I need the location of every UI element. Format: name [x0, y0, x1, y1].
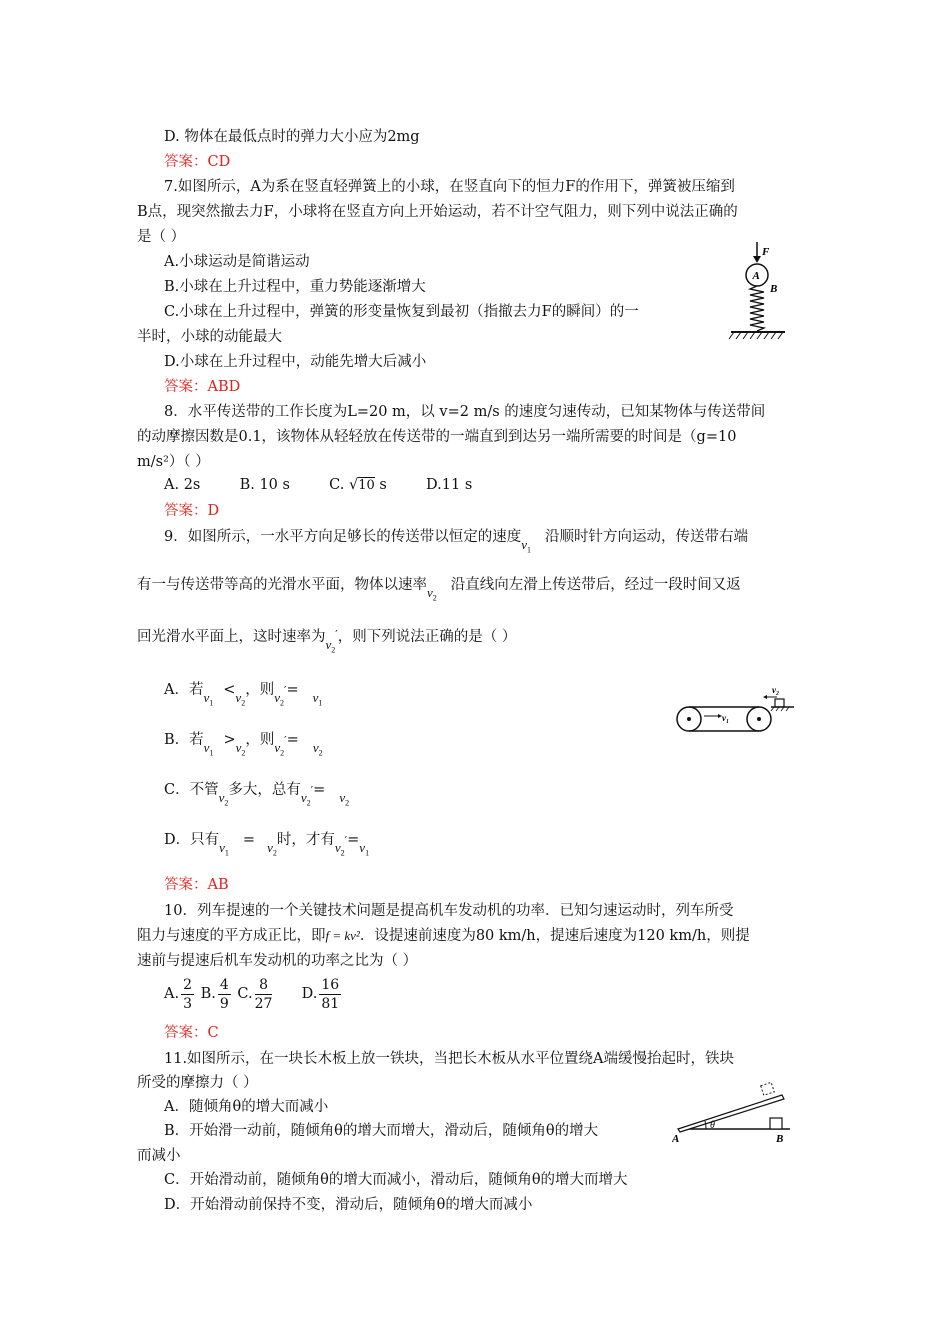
v2-symbol: $v_2$ — [235, 740, 246, 758]
v1-figure-label: v₁ — [722, 713, 730, 723]
sqrt-radicand: 10 — [358, 478, 375, 493]
q9-b-text: ，则 — [245, 732, 275, 748]
numerator: 8 — [255, 976, 273, 995]
q8-options — [164, 475, 472, 496]
q9-b-eq: = — [286, 732, 299, 748]
v2-symbol: $v_2$ — [218, 790, 229, 808]
v1-symbol: $v_1$ — [521, 537, 532, 555]
q7-stem-line2: B点，现突然撤去力F，小球将在竖直方向上开始运动，若不计空气阻力，则下列中说法正确的 — [137, 204, 738, 220]
q10-stem-text: ．设提速前速度为80 km/h，提速后速度为120 km/h，则提 — [359, 928, 750, 944]
q11-stem-line1: 11.如图所示，在一块长木板上放一铁块，当把长木板从水平位置绕A端缓慢抬起时，铁块 — [164, 1051, 735, 1067]
q9-c-text: 多大，总有 — [228, 782, 301, 798]
spring-ball-figure — [725, 240, 795, 342]
q11-option-b-line2: 而减小 — [137, 1148, 181, 1164]
q9-stem-line2 — [137, 575, 741, 601]
v1-symbol: $v_1$ — [219, 840, 229, 858]
v1-symbol: $v_1$ — [359, 840, 370, 858]
q10-stem-line1: 10．列车提速的一个关键技术问题是提高机车发动机的功率．已知匀速运动时，列车所受 — [164, 903, 734, 919]
q10-option-b-fraction — [218, 976, 231, 1013]
q7-option-b: B.小球在上升过程中，重力势能逐渐增大 — [164, 279, 426, 295]
q11-stem-line2: 所受的摩擦力（ ） — [137, 1075, 258, 1091]
q10-answer: 答案：C — [164, 1025, 219, 1041]
q7-option-d: D.小球在上升过程中，动能先增大后减小 — [164, 354, 427, 370]
q8-option-c-unit: s — [379, 477, 387, 493]
iron-block — [770, 1118, 782, 1129]
q10-option-d-fraction — [319, 976, 341, 1013]
q7-option-a: A.小球运动是简谐运动 — [164, 254, 310, 270]
q9-option-d: D．只有$v_1= v_2$时，才有$v_2'=v_1$ — [164, 832, 370, 858]
q10-option-c-label: C. — [237, 986, 253, 1002]
q9-a-eq: = — [286, 682, 299, 698]
v1-symbol: $v_1$ — [203, 690, 214, 708]
q8-stem-line3: m/s²）（ ） — [137, 454, 210, 470]
q9-stem-text: 沿顺时针方向运动，传送带右端 — [545, 529, 749, 545]
v1-symbol: $v_1$ — [312, 690, 323, 708]
q8-option-d: D.11 s — [426, 477, 473, 493]
q10-stem-text: 阻力与速度的平方成正比，即 — [137, 928, 326, 944]
q9-d-eq: = — [347, 832, 360, 848]
q9-a-sign: < — [223, 682, 236, 698]
q11-option-a: A．随倾角θ的增大而减小 — [164, 1099, 329, 1115]
q10-option-d-label: D. — [301, 986, 318, 1002]
conveyor-belt-figure — [674, 684, 799, 736]
q7-stem-line1: 7.如图所示，A为系在竖直轻弹簧上的小球，在竖直向下的恒力F的作用下，弹簧被压缩到 — [164, 179, 735, 195]
force-label: F — [762, 246, 770, 258]
q9-stem-line1 — [164, 527, 748, 553]
inclined-board-figure — [672, 1082, 797, 1144]
theta-label: θ — [710, 1120, 715, 1131]
q10-options — [164, 974, 343, 1014]
block — [775, 699, 784, 707]
q9-option-c: C．不管$v_2$多大，总有$v_2'= v_2$ — [164, 782, 350, 808]
v2-symbol: $v_2$ — [235, 690, 246, 708]
q10-option-c-fraction — [255, 976, 273, 1013]
q9-a-text: A．若 — [164, 682, 204, 698]
point-b-label: B — [770, 283, 778, 295]
q7-answer: 答案：ABD — [164, 379, 241, 395]
v2-figure-label: v₂ — [772, 685, 780, 695]
q9-c-text: C．不管 — [164, 782, 219, 798]
sqrt-sign: √10 — [348, 477, 375, 493]
numerator: 4 — [219, 976, 229, 993]
q9-answer: 答案：AB — [164, 877, 229, 893]
v2-prime-symbol: $v_2$ — [274, 690, 284, 708]
q9-d-eq: = — [242, 832, 256, 848]
v2-symbol: $v_2$ — [312, 740, 323, 758]
q9-stem-line3: 回光滑水平面上，这时速率为$v_2'$，则下列说法正确的是（ ） — [137, 628, 517, 655]
denominator: 3 — [183, 995, 193, 1012]
q7-stem-line3: 是（ ） — [137, 229, 186, 245]
point-a-label: A — [672, 1133, 680, 1144]
v2-symbol: $v_2$ — [339, 790, 350, 808]
q9-option-b: B．若$v_1>v_2$，则$v_2'= v_2$ — [164, 732, 323, 758]
q10-option-b-label: B. — [200, 986, 216, 1002]
q8-stem-line2: 的动摩擦因数是0.1，该物体从轻轻放在传送带的一端直到到达另一端所需要的时间是（g=10 — [137, 429, 737, 445]
q10-stem-line3: 速前与提速后机车发动机的功率之比为（ ） — [137, 953, 418, 969]
block-dashed-outline — [761, 1082, 775, 1095]
q10-formula: f = kv² — [325, 928, 360, 943]
point-b-label: B — [776, 1133, 784, 1144]
q11-option-b-line1: B．开始滑一动前，随倾角θ的增大而增大，滑动后，随倾角θ的增大 — [164, 1123, 599, 1139]
numerator: 2 — [183, 976, 193, 993]
q9-option-a: A．若$v_1<v_2$，则$v_2'= v_1$ — [164, 682, 323, 708]
v2-prime-symbol: $v_2$ — [325, 637, 336, 655]
numerator: 16 — [321, 976, 340, 993]
q10-stem-line2 — [137, 926, 750, 946]
q9-b-text: B．若 — [164, 732, 204, 748]
q9-stem-text: 有一与传送带等高的光滑水平面，物体以速率 — [137, 577, 427, 593]
q9-stem-text: 沿直线向左滑上传送带后，经过一段时间又返 — [450, 577, 741, 593]
q9-stem-text: ，则下列说法正确的是（ ） — [337, 629, 517, 645]
v1-symbol: $v_1$ — [203, 740, 214, 758]
q9-b-sign: > — [223, 732, 236, 748]
q11-option-d: D．开始滑动前保持不变，滑动后，随倾角θ的增大而减小 — [164, 1197, 533, 1213]
q10-option-a-fraction — [181, 976, 194, 1013]
q8-stem-line1: 8．水平传送带的工作长度为L=20 m，以 v=2 m/s 的速度匀速传动，已知某物体与传送带间 — [164, 404, 766, 420]
tilted-board — [678, 1095, 784, 1132]
q9-stem-text: 9．如图所示，一水平方向足够长的传送带以恒定的速度 — [164, 529, 522, 545]
v2-prime-symbol: $v_2$ — [334, 840, 345, 858]
q9-d-text: D．只有 — [164, 832, 220, 848]
v2-prime-symbol: $v_2$ — [274, 740, 285, 758]
v2-prime-symbol: $v_2$ — [300, 790, 311, 808]
q9-c-eq: = — [313, 782, 326, 798]
q10-option-a-label: A. — [164, 986, 180, 1002]
v2-symbol: $v_2$ — [267, 840, 277, 858]
q11-option-c: C．开始滑动前，随倾角θ的增大而减小，滑动后，随倾角θ的增大而增大 — [164, 1172, 628, 1188]
q9-stem-text: 回光滑水平面上，这时速率为 — [137, 629, 326, 645]
q8-option-c-label: C. — [329, 477, 345, 493]
q6-option-d: D. 物体在最低点时的弹力大小应为2mg — [164, 129, 420, 145]
q9-d-text: 时，才有 — [276, 832, 335, 848]
ball-label: A — [752, 270, 760, 282]
spring — [750, 286, 764, 331]
denominator: 27 — [254, 995, 273, 1012]
q7-option-c-line2: 半时，小球的动能最大 — [137, 329, 282, 345]
q8-option-a: A. 2s — [164, 477, 201, 493]
q8-option-b: B. 10 s — [239, 477, 290, 493]
v2-symbol: $v_2$ — [427, 585, 437, 603]
denominator: 81 — [321, 995, 340, 1012]
denominator: 9 — [219, 995, 229, 1012]
q8-answer: 答案：D — [164, 503, 220, 519]
q6-answer: 答案：CD — [164, 154, 231, 170]
q9-a-text: ，则 — [245, 682, 275, 698]
q7-option-c-line1: C.小球在上升过程中，弹簧的形变量恢复到最初（指撤去力F的瞬间）的一 — [164, 304, 639, 320]
